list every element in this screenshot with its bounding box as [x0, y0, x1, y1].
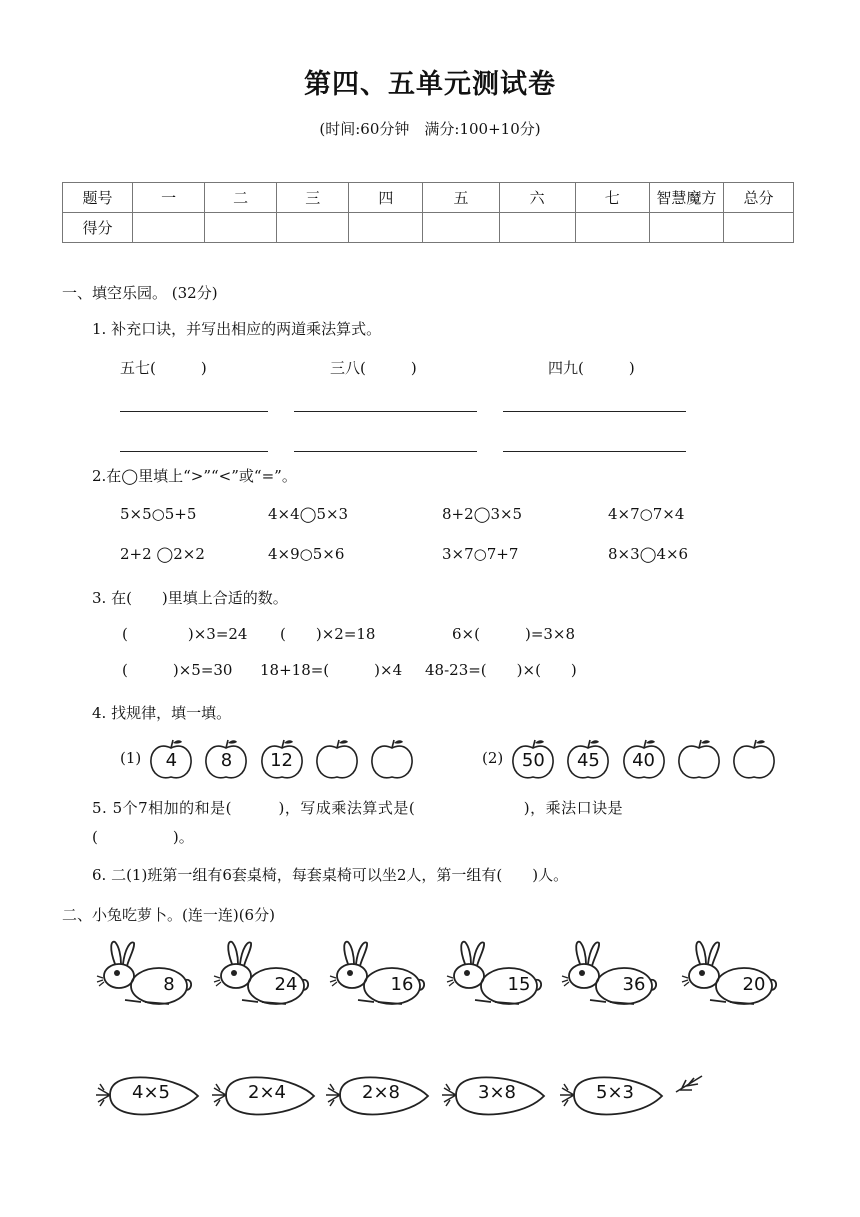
page-title: 第四、五单元测试卷 — [304, 69, 556, 100]
score-header-cell: 七 — [575, 183, 649, 213]
answer-line[interactable] — [120, 451, 268, 452]
apple-number: 40 — [632, 750, 655, 771]
q1-item-2: 三八( ) — [330, 359, 417, 377]
score-row-label: 得分 — [63, 213, 133, 243]
carrot-expression: 2×4 — [248, 1082, 286, 1103]
score-header-cell: 一 — [133, 183, 205, 213]
score-header-cell: 三 — [277, 183, 349, 213]
score-header-cell: 二 — [205, 183, 277, 213]
carrot-icon[interactable] — [208, 1070, 318, 1120]
q1-item-3: 四九( ) — [548, 359, 635, 377]
q4-text: 4. 找规律，填一填。 — [92, 704, 232, 722]
carrot-icon[interactable] — [438, 1070, 548, 1120]
q5-line-1: 5. 5个7相加的和是( )，写成乘法算式是( )，乘法口诀是 — [92, 799, 624, 817]
score-header-cell: 题号 — [63, 183, 133, 213]
answer-line[interactable] — [294, 411, 477, 412]
q3-item: ( )×2=18 — [280, 625, 376, 643]
score-header-cell: 五 — [423, 183, 499, 213]
apple-number: 50 — [521, 750, 545, 771]
q4-group1-label: (1) — [120, 749, 142, 767]
rabbit-icon[interactable] — [680, 940, 780, 1010]
carrot-icon[interactable] — [556, 1070, 666, 1120]
score-header-cell: 四 — [349, 183, 423, 213]
score-input-cell[interactable] — [499, 213, 575, 243]
q4-group2-label: (2) — [482, 749, 504, 767]
rabbit-icon[interactable] — [328, 940, 428, 1010]
q1-text: 1. 补充口诀，并写出相应的两道乘法算式。 — [92, 320, 382, 338]
section2-heading: 二、小兔吃萝卜。(连一连)(6分) — [62, 906, 275, 924]
q2-item: 3×7○7+7 — [442, 545, 519, 563]
q2-item: 8×3◯4×6 — [608, 545, 689, 563]
answer-line[interactable] — [294, 451, 477, 452]
carrot-expression: 3×8 — [478, 1082, 516, 1103]
q2-item: 4×7○7×4 — [608, 505, 685, 523]
q2-text: 2.在◯里填上“>”“<”或“=”。 — [92, 467, 297, 485]
score-input-cell[interactable] — [423, 213, 499, 243]
apple-icon — [565, 738, 611, 778]
q2-item: 8+2◯3×5 — [442, 505, 523, 523]
score-input-cell[interactable] — [649, 213, 723, 243]
rabbit-number: 16 — [390, 974, 414, 995]
q1-item-1: 五七( ) — [120, 359, 207, 377]
score-input-cell[interactable] — [133, 213, 205, 243]
score-input-cell[interactable] — [723, 213, 793, 243]
rabbit-number: 36 — [622, 974, 646, 995]
apple-icon — [510, 738, 556, 778]
score-input-cell[interactable] — [205, 213, 277, 243]
score-input-cell[interactable] — [575, 213, 649, 243]
answer-line[interactable] — [503, 411, 686, 412]
rabbit-icon[interactable] — [560, 940, 660, 1010]
q3-item: ( )×5=30 — [122, 661, 233, 679]
score-table-score-row — [63, 213, 794, 243]
q3-item: 6×( )=3×8 — [452, 625, 576, 643]
q3-text: 3. 在( )里填上合适的数。 — [92, 589, 288, 607]
q4-apple-group-1 — [120, 738, 419, 778]
q2-item: 4×4◯5×3 — [268, 505, 349, 523]
apple-icon — [259, 738, 305, 778]
q3-item: 48-23=( )×( ) — [425, 661, 577, 679]
carrot-icon[interactable] — [92, 1070, 202, 1120]
apple-number: 4 — [165, 750, 178, 771]
q2-item: 2+2 ◯2×2 — [120, 545, 205, 563]
rabbit-number: 8 — [163, 974, 175, 995]
score-header-cell: 总分 — [723, 183, 793, 213]
rabbit-icon[interactable] — [445, 940, 545, 1010]
score-table — [62, 182, 794, 243]
carrot-expression: 5×3 — [596, 1082, 634, 1103]
leaf-icon — [672, 1072, 706, 1100]
q4-apple-group-2 — [482, 738, 781, 778]
rabbit-number: 20 — [742, 974, 766, 995]
carrot-icon[interactable] — [322, 1070, 432, 1120]
score-input-cell[interactable] — [277, 213, 349, 243]
apple-number: 45 — [576, 750, 600, 771]
carrot-expression: 4×5 — [132, 1082, 170, 1103]
score-input-cell[interactable] — [349, 213, 423, 243]
rabbit-number: 24 — [274, 974, 298, 995]
q5-line-2: ( )。 — [92, 828, 194, 846]
page-subtitle: (时间:60分钟 满分:100+10分) — [319, 120, 541, 138]
answer-line[interactable] — [120, 411, 268, 412]
apple-icon — [148, 738, 194, 778]
q2-item: 4×9○5×6 — [268, 545, 345, 563]
q3-item: ( )×3=24 — [122, 625, 248, 643]
apple-icon — [621, 738, 667, 778]
q3-item: 18+18=( )×4 — [260, 661, 403, 679]
rabbit-icon[interactable] — [95, 940, 195, 1010]
apple-number: 12 — [270, 750, 293, 771]
q2-item: 5×5○5+5 — [120, 505, 197, 523]
apple-icon[interactable] — [369, 738, 415, 778]
rabbit-icon[interactable] — [212, 940, 312, 1010]
rabbit-number: 15 — [507, 974, 531, 995]
q6-text: 6. 二(1)班第一组有6套桌椅，每套桌椅可以坐2人，第一组有( )人。 — [92, 866, 569, 884]
apple-icon[interactable] — [314, 738, 360, 778]
apple-number: 8 — [220, 750, 233, 771]
score-table-header-row — [63, 183, 794, 213]
apple-icon — [203, 738, 249, 778]
apple-icon[interactable] — [731, 738, 777, 778]
carrot-expression: 2×8 — [362, 1082, 400, 1103]
section1-heading: 一、填空乐园。 (32分) — [62, 284, 218, 302]
score-header-cell: 六 — [499, 183, 575, 213]
apple-icon[interactable] — [676, 738, 722, 778]
answer-line[interactable] — [503, 451, 686, 452]
score-header-cell: 智慧魔方 — [649, 183, 723, 213]
